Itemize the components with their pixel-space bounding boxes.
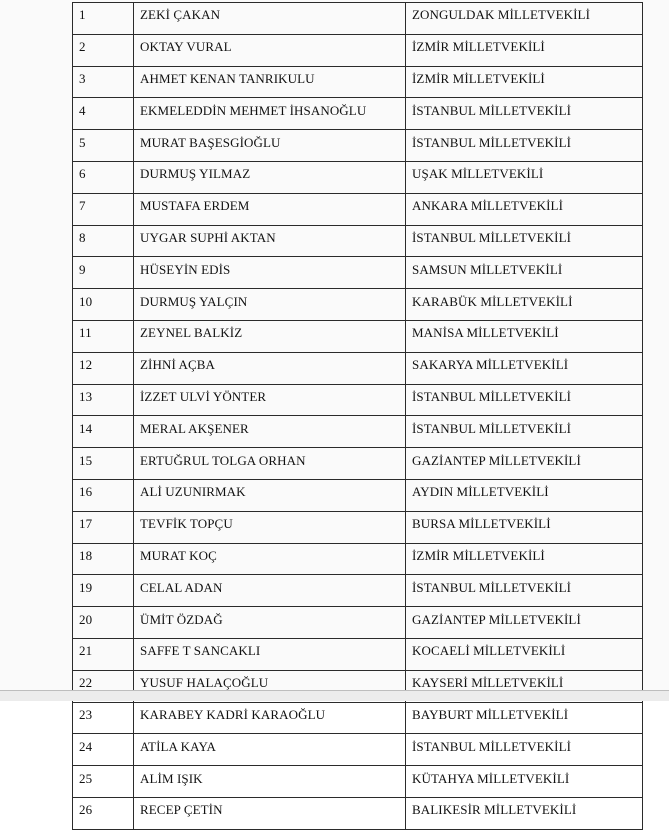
table-row	[73, 797, 643, 829]
deputy-province-cell: UŞAK MİLLETVEKİLİ	[406, 161, 643, 193]
table-row	[73, 416, 643, 448]
table-row	[73, 511, 643, 543]
deputy-name-cell: MUSTAFA ERDEM	[134, 193, 406, 225]
table-row	[73, 130, 643, 162]
row-number-cell: 12	[73, 352, 134, 384]
page-bottom-edge	[0, 690, 669, 701]
deputy-name-cell: KARABEY KADRİ KARAOĞLU	[134, 702, 406, 734]
deputy-name-cell: MURAT BAŞESGİOĞLU	[134, 130, 406, 162]
table-row	[73, 384, 643, 416]
row-number-cell: 14	[73, 416, 134, 448]
deputy-province-cell: KARABÜK MİLLETVEKİLİ	[406, 289, 643, 321]
deputy-name-cell: EKMELEDDİN MEHMET İHSANOĞLU	[134, 98, 406, 130]
table-row	[73, 543, 643, 575]
deputy-name-cell: SAFFE T SANCAKLI	[134, 638, 406, 670]
row-number-cell: 22	[73, 670, 134, 702]
deputy-province-cell: ANKARA MİLLETVEKİLİ	[406, 193, 643, 225]
deputy-name-cell: UYGAR SUPHİ AKTAN	[134, 225, 406, 257]
deputy-name-cell: MURAT KOÇ	[134, 543, 406, 575]
row-number-cell: 19	[73, 575, 134, 607]
deputy-name-cell: OKTAY VURAL	[134, 34, 406, 66]
table-row	[73, 193, 643, 225]
deputy-name-cell: HÜSEYİN EDİS	[134, 257, 406, 289]
deputy-province-cell: ZONGULDAK MİLLETVEKİLİ	[406, 3, 643, 35]
deputy-province-cell: İSTANBUL MİLLETVEKİLİ	[406, 416, 643, 448]
row-number-cell: 11	[73, 320, 134, 352]
row-number-cell: 3	[73, 66, 134, 98]
row-number-cell: 5	[73, 130, 134, 162]
deputy-name-cell: DURMUŞ YILMAZ	[134, 161, 406, 193]
deputy-province-cell: KÜTAHYA MİLLETVEKİLİ	[406, 766, 643, 798]
deputy-province-cell: AYDIN MİLLETVEKİLİ	[406, 479, 643, 511]
table-row	[73, 225, 643, 257]
row-number-cell: 4	[73, 98, 134, 130]
deputy-name-cell: TEVFİK TOPÇU	[134, 511, 406, 543]
deputy-province-cell: İSTANBUL MİLLETVEKİLİ	[406, 384, 643, 416]
deputy-name-cell: RECEP ÇETİN	[134, 797, 406, 829]
deputy-name-cell: ÜMİT ÖZDAĞ	[134, 607, 406, 639]
row-number-cell: 20	[73, 607, 134, 639]
row-number-cell: 15	[73, 448, 134, 480]
table-row	[73, 638, 643, 670]
deputy-name-cell: YUSUF HALAÇOĞLU	[134, 670, 406, 702]
table-row	[73, 607, 643, 639]
table-row	[73, 320, 643, 352]
table-row	[73, 161, 643, 193]
table-row	[73, 479, 643, 511]
row-number-cell: 2	[73, 34, 134, 66]
deputy-province-cell: İSTANBUL MİLLETVEKİLİ	[406, 225, 643, 257]
table-row	[73, 257, 643, 289]
deputy-province-cell: İSTANBUL MİLLETVEKİLİ	[406, 575, 643, 607]
deputy-name-cell: ALİM IŞIK	[134, 766, 406, 798]
row-number-cell: 23	[73, 702, 134, 734]
row-number-cell: 18	[73, 543, 134, 575]
table-row	[73, 34, 643, 66]
table-row	[73, 289, 643, 321]
row-number-cell: 8	[73, 225, 134, 257]
deputy-name-cell: ATİLA KAYA	[134, 734, 406, 766]
deputy-name-cell: MERAL AKŞENER	[134, 416, 406, 448]
deputy-province-cell: İZMİR MİLLETVEKİLİ	[406, 34, 643, 66]
table-row	[73, 766, 643, 798]
deputy-list-body	[73, 3, 643, 830]
row-number-cell: 21	[73, 638, 134, 670]
row-number-cell: 13	[73, 384, 134, 416]
deputy-province-cell: İSTANBUL MİLLETVEKİLİ	[406, 734, 643, 766]
deputy-province-cell: İZMİR MİLLETVEKİLİ	[406, 66, 643, 98]
deputy-name-cell: DURMUŞ YALÇIN	[134, 289, 406, 321]
deputy-name-cell: ZEKİ ÇAKAN	[134, 3, 406, 35]
table-row	[73, 3, 643, 35]
row-number-cell: 24	[73, 734, 134, 766]
table-row	[73, 734, 643, 766]
deputy-province-cell: İZMİR MİLLETVEKİLİ	[406, 543, 643, 575]
deputy-name-cell: ZEYNEL BALKİZ	[134, 320, 406, 352]
deputy-province-cell: GAZİANTEP MİLLETVEKİLİ	[406, 607, 643, 639]
deputy-name-cell: İZZET ULVİ YÖNTER	[134, 384, 406, 416]
table-row	[73, 352, 643, 384]
deputy-province-cell: SAMSUN MİLLETVEKİLİ	[406, 257, 643, 289]
deputy-name-cell: ERTUĞRUL TOLGA ORHAN	[134, 448, 406, 480]
deputy-name-cell: CELAL ADAN	[134, 575, 406, 607]
deputy-province-cell: İSTANBUL MİLLETVEKİLİ	[406, 130, 643, 162]
row-number-cell: 10	[73, 289, 134, 321]
table-row	[73, 98, 643, 130]
deputy-province-cell: KOCAELİ MİLLETVEKİLİ	[406, 638, 643, 670]
deputy-name-cell: AHMET KENAN TANRIKULU	[134, 66, 406, 98]
deputy-province-cell: İSTANBUL MİLLETVEKİLİ	[406, 98, 643, 130]
row-number-cell: 1	[73, 3, 134, 35]
deputy-name-cell: ZİHNİ AÇBA	[134, 352, 406, 384]
table-row	[73, 575, 643, 607]
deputy-name-cell: ALİ UZUNIRMAK	[134, 479, 406, 511]
deputy-province-cell: BALIKESİR MİLLETVEKİLİ	[406, 797, 643, 829]
row-number-cell: 26	[73, 797, 134, 829]
table-row	[73, 448, 643, 480]
row-number-cell: 17	[73, 511, 134, 543]
table-row	[73, 702, 643, 734]
row-number-cell: 9	[73, 257, 134, 289]
deputy-province-cell: BURSA MİLLETVEKİLİ	[406, 511, 643, 543]
row-number-cell: 16	[73, 479, 134, 511]
table-row	[73, 66, 643, 98]
deputy-province-cell: SAKARYA MİLLETVEKİLİ	[406, 352, 643, 384]
deputy-province-cell: KAYSERİ MİLLETVEKİLİ	[406, 670, 643, 702]
deputy-list-table	[72, 2, 643, 830]
deputy-province-cell: MANİSA MİLLETVEKİLİ	[406, 320, 643, 352]
row-number-cell: 6	[73, 161, 134, 193]
row-number-cell: 25	[73, 766, 134, 798]
deputy-province-cell: GAZİANTEP MİLLETVEKİLİ	[406, 448, 643, 480]
deputy-province-cell: BAYBURT MİLLETVEKİLİ	[406, 702, 643, 734]
row-number-cell: 7	[73, 193, 134, 225]
